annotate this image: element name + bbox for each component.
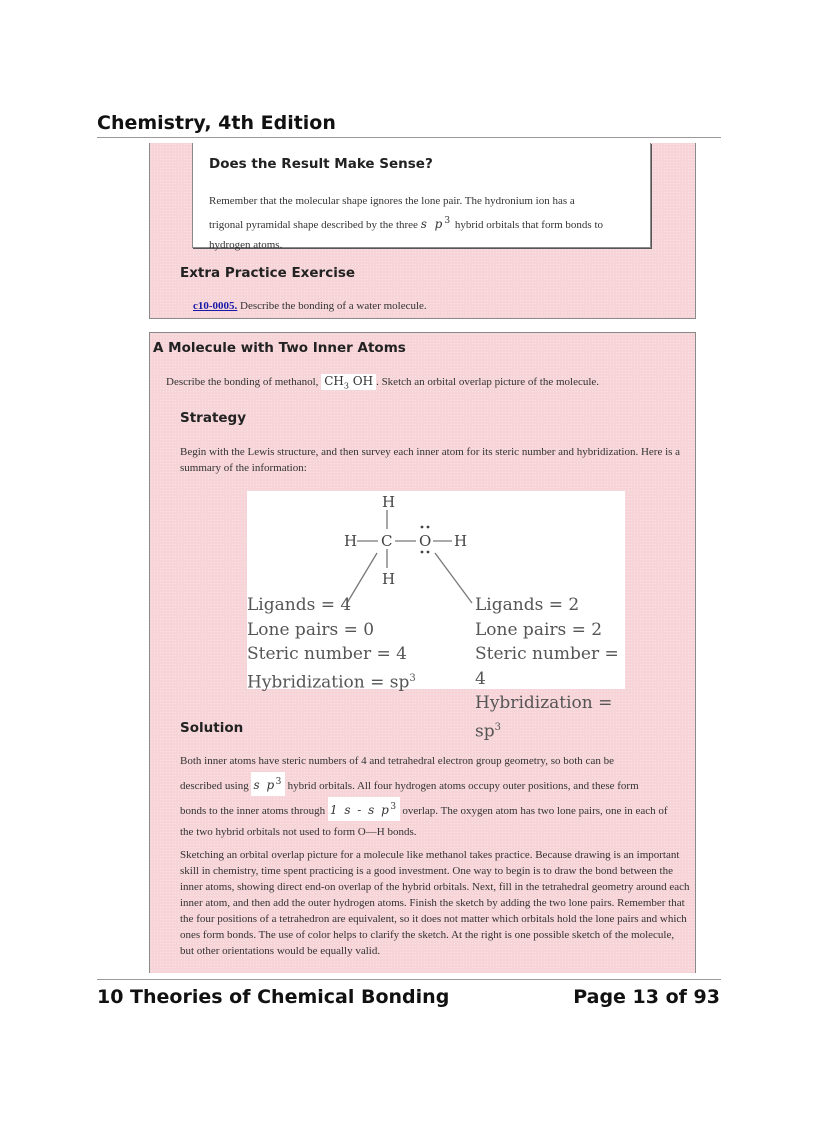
- result-check-title: Does the Result Make Sense?: [209, 156, 433, 172]
- example-title: A Molecule with Two Inner Atoms: [153, 340, 406, 356]
- footer-page-number: Page 13 of 93: [573, 986, 720, 1008]
- sp3-math: s $p^3$: [420, 216, 453, 231]
- pointer-oxygen: [435, 553, 472, 603]
- exercise-text: Describe the bonding of a water molecule.: [240, 300, 427, 312]
- page-header: Chemistry, 4th Edition: [97, 112, 721, 138]
- solution-text: Both inner atoms have steric numbers of 4 and tetrahedral electron group geometry, so both can be described using s $p^3$ hybrid orbitals. All four hydrogen atoms occupy outer positions, and these form bonds to the inner atoms through 1 s - s $p^3$ overlap. The oxygen atom has two lone pairs, one in each of the two hybrid orbitals not used to form O—H bonds.: [180, 755, 668, 838]
- lone-pair-dot: [427, 551, 430, 554]
- solution-title: Solution: [180, 720, 244, 736]
- lone-pair-dot: [421, 551, 424, 554]
- extra-practice-title: Extra Practice Exercise: [180, 265, 356, 281]
- result-text-line2a: trigonal pyramidal shape described by the three: [209, 219, 418, 231]
- result-check-box: [192, 143, 651, 251]
- lone-pair-dot: [421, 526, 424, 529]
- result-check-text: [209, 191, 639, 255]
- h-left: H: [344, 532, 358, 550]
- o-atom: O: [419, 532, 432, 550]
- example-continuation-box: [149, 143, 696, 319]
- result-text-line1: Remember that the molecular shape ignores the lone pair. The hydronium ion has a: [209, 195, 575, 207]
- oxygen-summary: Ligands = 2 Lone pairs = 2 Steric number = 4 Hybridization = $sp^3$: [475, 595, 619, 742]
- example-intro: Describe the bonding of methanol, $CH_3$ OH . Sketch an orbital overlap picture of the molecule.: [166, 374, 600, 391]
- result-text-line3: hydrogen atoms.: [209, 239, 283, 251]
- footer-chapter: 10 Theories of Chemical Bonding: [97, 986, 450, 1008]
- strategy-text: Begin with the Lewis structure, and then survey each inner atom for its steric number and hybridization. Here is a summary of the information:: [180, 446, 681, 474]
- lewis-structure-figure: [247, 491, 625, 742]
- methanol-example-box: [149, 332, 696, 973]
- h-top: H: [382, 493, 396, 511]
- h-bottom: H: [382, 570, 396, 588]
- footer-rule: [97, 979, 721, 980]
- result-text-line2b: hybrid orbitals that form bonds to: [454, 219, 604, 231]
- methanol-formula: $CH_3$ OH: [321, 374, 376, 390]
- sketch-paragraph: Sketching an orbital overlap picture for a molecule like methanol takes practice. Because drawing is an important skill in chemistry, time spent practicing is a good investment. One way to begin is to draw the bond between the inner atoms, showing direct end-on overlap of the hybrid orbitals. Next, fill in the tetrahedral geometry around each inner atom, and then add the outer hydrogen atoms. Finish the sketch by adding the two lone pairs. Remember that the four positions of a tetrahedron are equivalent, so it does not matter which orbitals hold the lone pairs and which ones form bonds. The use of color helps to clarify the sketch. At the right is one possible sketch of the molecule, but other orientations would be equally valid.: [180, 849, 690, 957]
- h-right: H: [454, 532, 468, 550]
- extra-practice-line: [193, 300, 427, 312]
- 1s-sp3-math: 1 s - s $p^3$: [328, 797, 400, 821]
- carbon-summary: Ligands = 4 Lone pairs = 0 Steric number = 4 Hybridization = $sp^3$: [247, 595, 416, 693]
- c-atom: C: [381, 532, 393, 550]
- strategy-title: Strategy: [180, 410, 247, 426]
- sp3-math: s $p^3$: [251, 772, 284, 796]
- lone-pair-dot: [427, 526, 430, 529]
- exercise-link[interactable]: c10-0005.: [193, 300, 238, 312]
